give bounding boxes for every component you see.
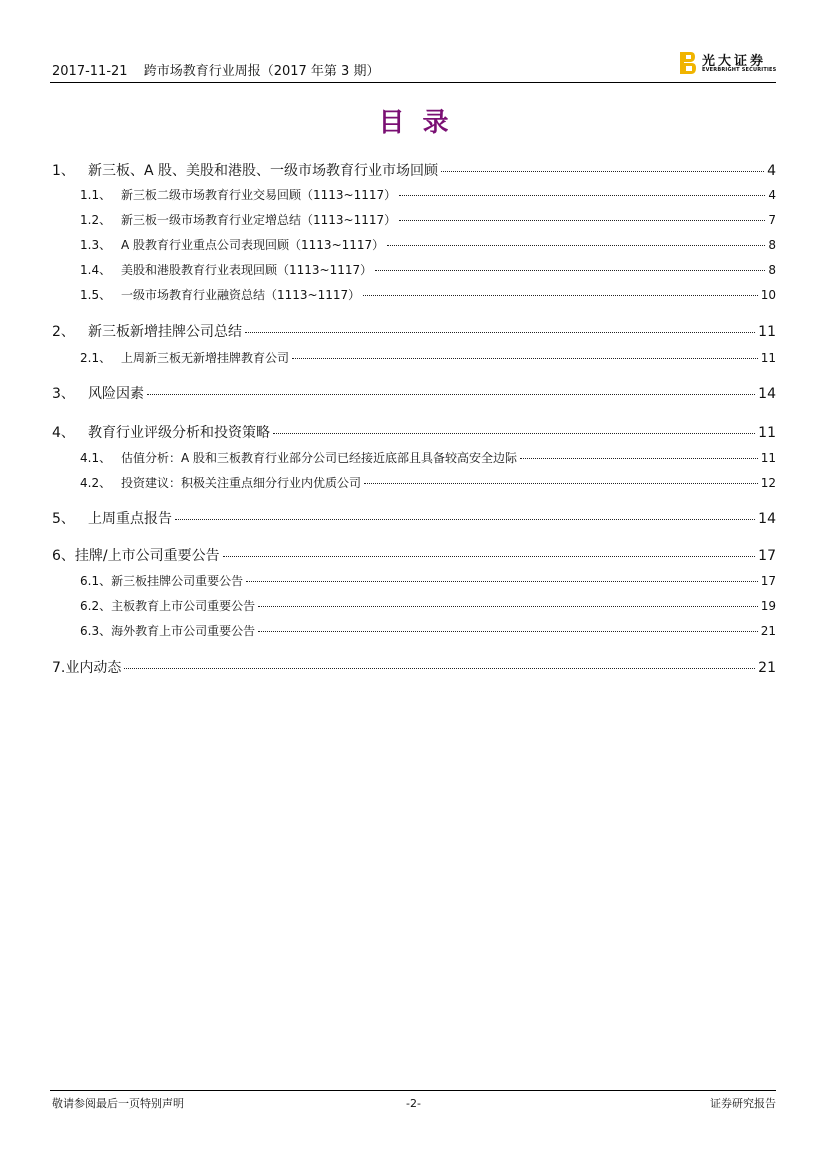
toc-entry[interactable]	[52, 508, 776, 528]
toc-entry[interactable]	[80, 261, 776, 279]
toc-entry-number: 3、	[52, 386, 75, 402]
toc-entry[interactable]	[80, 236, 776, 254]
toc-entry-title: 上周新三板无新增挂牌教育公司	[121, 351, 290, 365]
toc-entry-title: 风险因素	[88, 386, 144, 402]
toc-entry-page: 11	[760, 351, 776, 365]
toc-entry-page: 19	[760, 599, 776, 613]
toc-entry-page: 17	[758, 548, 776, 564]
toc-entry-number: 1.4、	[80, 263, 112, 277]
toc-dot-leader	[124, 668, 755, 669]
toc-entry-title: 新三板、A 股、美股和港股、一级市场教育行业市场回顾	[88, 163, 439, 179]
header-text	[52, 64, 379, 80]
toc-entry[interactable]	[80, 186, 776, 204]
toc-dot-leader	[258, 606, 758, 607]
toc-dot-leader	[441, 171, 764, 172]
toc-entry-title: 新三板新增挂牌公司总结	[88, 324, 242, 340]
footer-page-number: -2-	[406, 1097, 421, 1110]
toc-dot-leader	[246, 581, 758, 582]
toc-dot-leader	[363, 295, 758, 296]
toc-dot-leader	[375, 270, 765, 271]
toc-entry-number: 1.3、	[80, 238, 112, 252]
toc-dot-leader	[399, 220, 765, 221]
toc-entry[interactable]	[80, 449, 776, 467]
header-divider	[50, 82, 776, 83]
toc-entry-page: 21	[760, 624, 776, 638]
toc-entry-number: 1.2、	[80, 213, 112, 227]
toc-dot-leader	[223, 556, 756, 557]
toc-entry-number: 1、	[52, 163, 75, 179]
toc-entry-page: 11	[758, 324, 776, 340]
toc-entry[interactable]	[52, 160, 776, 180]
toc-entry-title: A 股教育行业重点公司表现回顾（1113~1117）	[121, 238, 385, 252]
toc-dot-leader	[258, 631, 758, 632]
toc-entry[interactable]	[80, 474, 776, 492]
toc-entry-title: 投资建议：积极关注重点细分行业内优质公司	[121, 476, 362, 490]
toc-entry[interactable]	[52, 545, 776, 565]
toc-dot-leader	[273, 433, 755, 434]
toc-entry-page: 4	[767, 163, 776, 179]
toc-entry-page: 14	[758, 386, 776, 402]
toc-dot-leader	[387, 245, 765, 246]
toc-entry-title: 教育行业评级分析和投资策略	[88, 425, 270, 441]
toc-entry-title: 估值分析：A 股和三板教育行业部分公司已经接近底部且具备较高安全边际	[121, 451, 518, 465]
toc-entry[interactable]	[80, 572, 776, 590]
toc-entry-title: 新三板挂牌公司重要公告	[111, 574, 244, 588]
toc-entry-number: 5、	[52, 511, 75, 527]
toc-entry[interactable]	[80, 286, 776, 304]
toc-entry-page: 21	[758, 660, 776, 676]
page-header	[50, 48, 776, 82]
toc-entry-title: 业内动态	[65, 660, 122, 676]
toc-entry-title: 新三板二级市场教育行业交易回顾（1113~1117）	[121, 188, 397, 202]
toc-entry-title: 美股和港股教育行业表现回顾（1113~1117）	[121, 263, 373, 277]
toc-entry-page: 10	[760, 288, 776, 302]
footer-disclaimer: 敬请参阅最后一页特别声明	[52, 1097, 184, 1110]
everbright-logo	[680, 50, 776, 76]
toc-entry-page: 17	[760, 574, 776, 588]
toc-entry-title: 挂牌/上市公司重要公告	[74, 548, 220, 564]
toc-entry-number: 4、	[52, 425, 75, 441]
toc-entry-title: 海外教育上市公司重要公告	[111, 624, 256, 638]
logo-english-name: EVERBRIGHT SECURITIES	[702, 67, 777, 73]
toc-entry-page: 11	[758, 425, 776, 441]
toc-entry-title: 新三板一级市场教育行业定增总结（1113~1117）	[121, 213, 397, 227]
toc-entry[interactable]	[52, 383, 776, 403]
toc-entry-page: 14	[758, 511, 776, 527]
toc-entry[interactable]	[52, 321, 776, 341]
toc-entry[interactable]	[52, 422, 776, 442]
toc-dot-leader	[520, 458, 758, 459]
toc-entry-number: 2.1、	[80, 351, 112, 365]
toc-entry[interactable]	[52, 657, 776, 677]
toc-dot-leader	[292, 358, 758, 359]
toc-dot-leader	[245, 332, 755, 333]
toc-entry[interactable]	[80, 597, 776, 615]
toc-entry[interactable]	[80, 349, 776, 367]
toc-title: 目录	[378, 108, 467, 138]
toc-entry-page: 8	[768, 238, 776, 252]
toc-entry-page: 7	[768, 213, 776, 227]
toc-entry-number: 6.2、	[80, 599, 112, 613]
toc-entry-number: 6、	[52, 548, 75, 564]
logo-chinese-name: 光大证券	[702, 54, 767, 69]
toc-entry-number: 4.2、	[80, 476, 112, 490]
toc-entry-number: 7.	[52, 660, 66, 676]
everbright-logo-icon	[680, 52, 696, 74]
toc-entry-page: 4	[768, 188, 776, 202]
toc-entry-number: 1.1、	[80, 188, 112, 202]
toc-entry-title: 一级市场教育行业融资总结（1113~1117）	[121, 288, 361, 302]
toc-entry-number: 6.3、	[80, 624, 112, 638]
toc-entry[interactable]	[80, 211, 776, 229]
report-title: 跨市场教育行业周报（2017 年第 3 期）	[143, 64, 380, 79]
toc-entry-number: 2、	[52, 324, 75, 340]
toc-entry-title: 上周重点报告	[88, 511, 172, 527]
report-date: 2017-11-21	[52, 64, 128, 79]
toc-entry-title: 主板教育上市公司重要公告	[111, 599, 256, 613]
footer-doc-type: 证券研究报告	[710, 1097, 776, 1110]
toc-entry-number: 1.5、	[80, 288, 112, 302]
toc-dot-leader	[175, 519, 755, 520]
toc-dot-leader	[147, 394, 755, 395]
toc-entry[interactable]	[80, 622, 776, 640]
toc-entry-page: 8	[768, 263, 776, 277]
toc-dot-leader	[399, 195, 765, 196]
toc-dot-leader	[364, 483, 758, 484]
toc-entry-page: 11	[760, 451, 776, 465]
footer-divider	[50, 1090, 776, 1091]
toc-entry-page: 12	[760, 476, 776, 490]
toc-entry-number: 4.1、	[80, 451, 112, 465]
toc-entry-number: 6.1、	[80, 574, 112, 588]
